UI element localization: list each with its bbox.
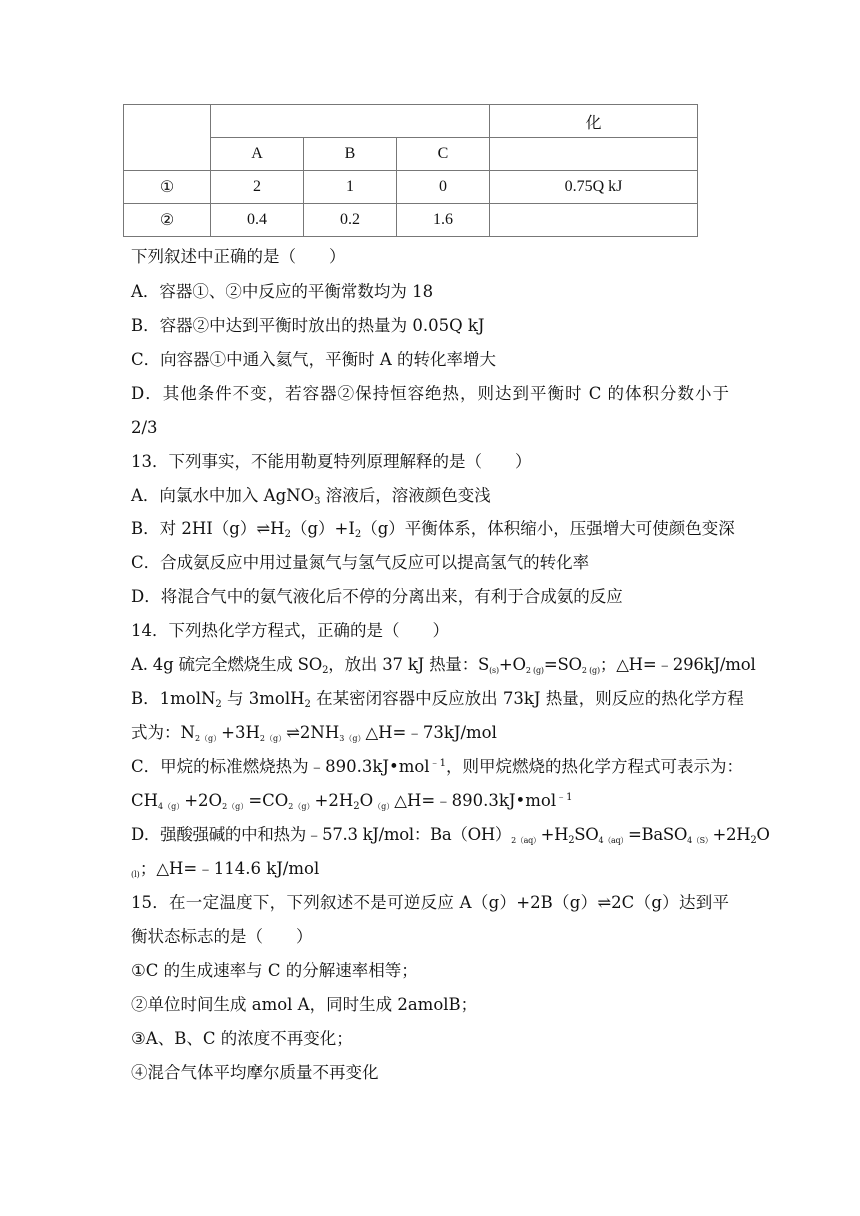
table-cell: 0.75Q kJ (490, 171, 698, 204)
table-row (124, 105, 698, 138)
table-header-cell (211, 105, 490, 138)
table-header-cell (490, 138, 698, 171)
table-cell: 0.4 (211, 204, 304, 237)
q15-stem: 15．在一定温度下，下列叙述不是可逆反应 A（g）+2B（g）⇌2C（g）达到平 (131, 893, 729, 912)
q14-option-c: C．甲烷的标准燃烧热为﹣890.3kJ•mol$^{﹣1}$，则甲烷燃烧的热化学方程式可表示为： (131, 757, 743, 776)
q14-option-b: B．1molN$_2$ 与 3molH$_2$ 在某密闭容器中反应放出 73kJ 热量，则反应的热化学方程 (131, 689, 744, 710)
q14-option-d-cont: $_{(l)}$；△H=﹣114.6 kJ/mol (131, 859, 320, 879)
table-header-cell: B (304, 138, 397, 171)
table-header-cell: 化 (490, 105, 698, 138)
table-cell: 0.2 (304, 204, 397, 237)
table-cell: 0 (397, 171, 490, 204)
q14-stem: 14．下列热化学方程式，正确的是（ ） (131, 621, 449, 640)
q14-option-c-cont: $CH_{4(g)}+2O_{2(g)}=CO_{2(g)}+2H_2O_{(g)}\triangle H=﹣890.3kJ•mol^{﹣1}$ (131, 791, 573, 812)
q12-option-b: B．容器②中达到平衡时放出的热量为 0.05Q kJ (131, 316, 485, 335)
table-corner-cell (124, 105, 211, 171)
q12-option-d: D．其他条件不变，若容器②保持恒容绝热，则达到平衡时 C 的体积分数小于 (131, 384, 729, 403)
q13-option-a: A．向氯水中加入 AgNO$_3$ 溶液后，溶液颜色变浅 (131, 486, 491, 507)
q15-item-3: ③A、B、C 的浓度不再变化； (131, 1029, 353, 1048)
q15-stem-cont: 衡状态标志的是（ ） (131, 927, 313, 946)
q14-option-b-cont: 式为：$N_{2(g)}+3H_{2(g)}\rightleftharpoons 2NH_{3(g)}\triangle H=﹣73kJ$/mol (131, 723, 497, 743)
table-header-cell: A (211, 138, 304, 171)
table-cell: 2 (211, 171, 304, 204)
q14-option-a: A. 4g 硫完全燃烧生成 $SO_2$，放出 37 kJ 热量：$S_{(s)}+O_{2 (g)}=SO_{2 (g)}$；△H=﹣296kJ/mol (131, 655, 756, 676)
q15-item-1: ①C 的生成速率与 C 的分解速率相等； (131, 961, 418, 980)
table-row (124, 204, 698, 237)
q12-option-a: A．容器①、②中反应的平衡常数均为 18 (131, 282, 434, 301)
q13-stem: 13．下列事实，不能用勒夏特列原理解释的是（ ） (131, 452, 532, 471)
q12-option-c: C．向容器①中通入氦气，平衡时 A 的转化率增大 (131, 350, 497, 369)
q13-option-b: B．对 $2HI(g)\rightleftharpoons H_2(g)+I_2(g)$平衡体系，体积缩小，压强增大可使颜色变深 (131, 519, 735, 540)
table-cell: 1 (304, 171, 397, 204)
table-cell: 1.6 (397, 204, 490, 237)
q12-stem: 下列叙述中正确的是（ ） (131, 247, 346, 266)
table-row (124, 138, 698, 171)
q15-item-2: ②单位时间生成 amol A，同时生成 2amolB； (131, 995, 478, 1014)
table-cell: ① (124, 171, 211, 204)
q15-item-4: ④混合气体平均摩尔质量不再变化 (131, 1063, 379, 1082)
table-header-cell: C (397, 138, 490, 171)
table-cell: ② (124, 204, 211, 237)
q13-option-c: C．合成氨反应中用过量氮气与氢气反应可以提高氢气的转化率 (131, 553, 590, 572)
table-row (124, 171, 698, 204)
data-table (123, 104, 698, 237)
q13-option-d: D．将混合气中的氨气液化后不停的分离出来，有利于合成氨的反应 (131, 587, 623, 606)
q14-option-d: D．强酸强碱的中和热为﹣57.3 kJ/mol：$Ba(OH)_{2(aq)}+H_2SO_{4(aq)}=BaSO_{4(S)}+2H_2O$ (131, 825, 770, 846)
q12-option-d-cont: 2/3 (131, 418, 158, 437)
table-cell (490, 204, 698, 237)
